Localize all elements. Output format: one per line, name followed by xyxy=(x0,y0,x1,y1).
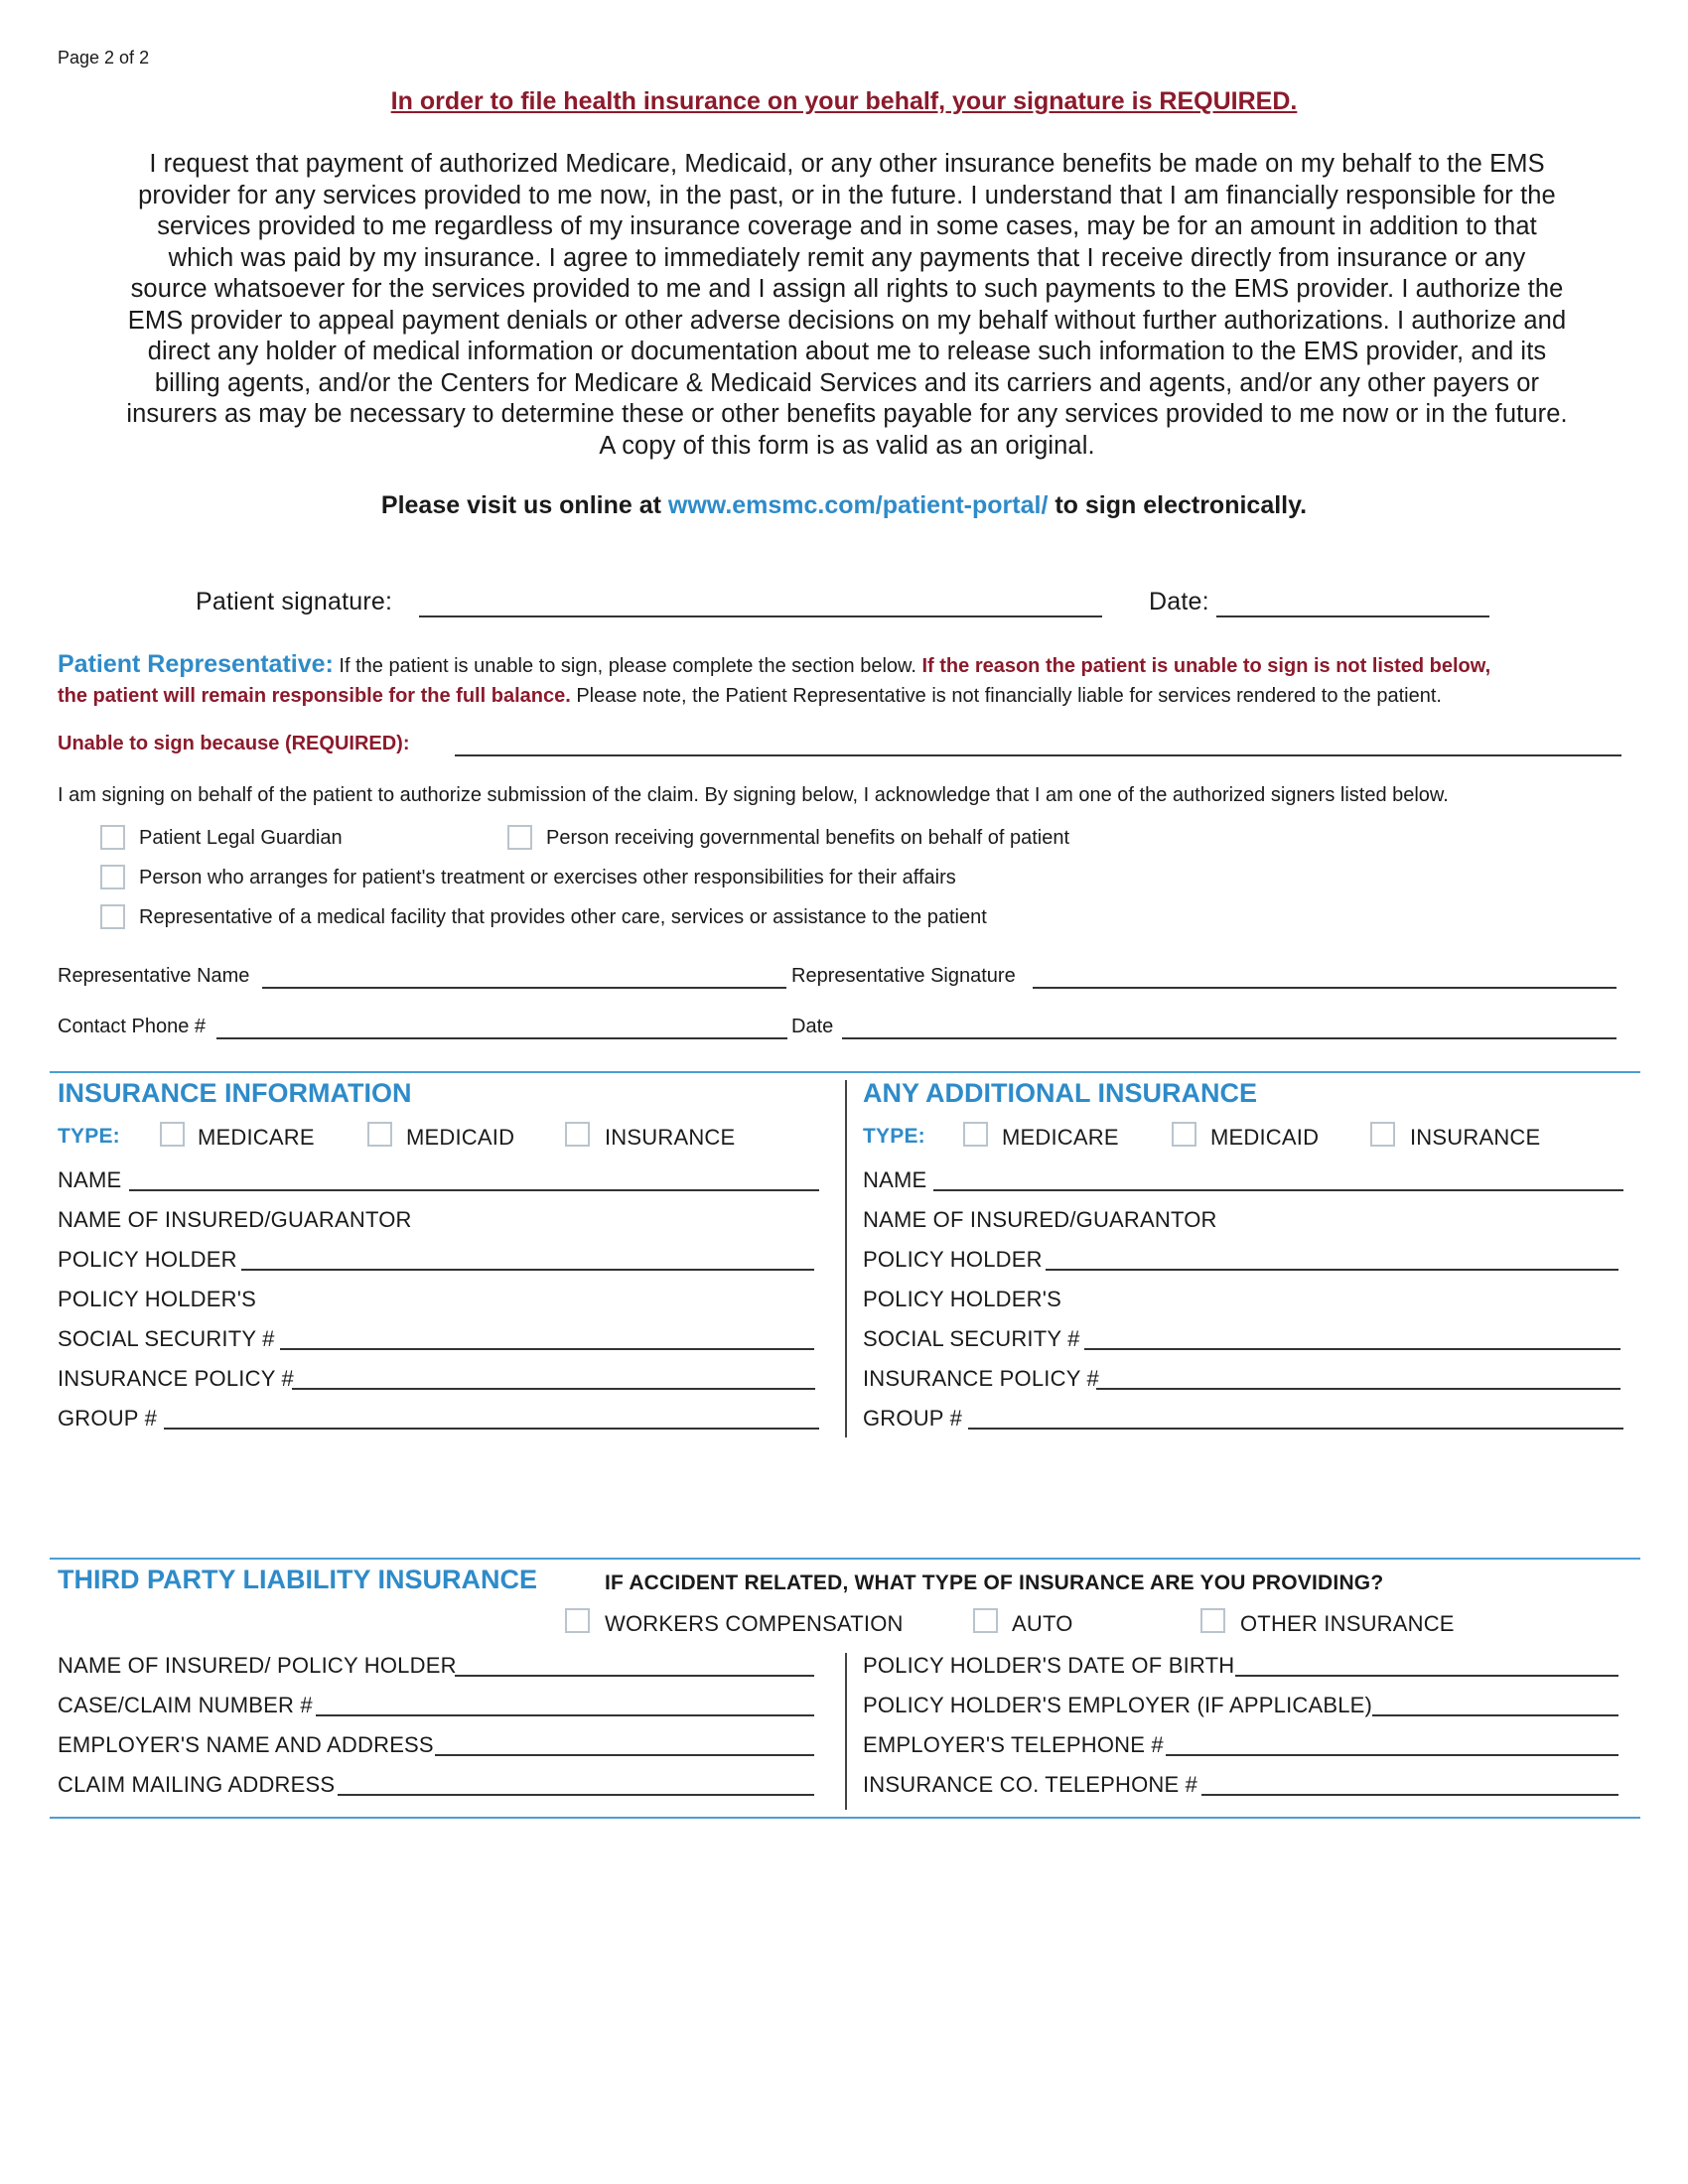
additional-group-label: GROUP # xyxy=(863,1406,963,1431)
additional-insurance-label: INSURANCE xyxy=(1410,1125,1541,1150)
third-party-divider xyxy=(845,1653,847,1810)
tp-claim-address-label: CLAIM MAILING ADDRESS xyxy=(58,1772,336,1797)
representative-name-field[interactable] xyxy=(262,987,786,989)
tp-employer-field[interactable] xyxy=(1372,1714,1618,1716)
paragraph-line: which was paid by my insurance. I agree to immediately remit any payments that I receive directly from insurance or any xyxy=(168,243,1526,272)
contact-phone-label: Contact Phone # xyxy=(58,1016,206,1037)
arranges-treatment-label: Person who arranges for patient's treatment or exercises other responsibilities for their affairs xyxy=(139,867,956,888)
paragraph-line: provider for any services provided to me now, in the past, or in the future. I understand that I am financially responsible for the xyxy=(138,181,1556,209)
insurance-name-field[interactable] xyxy=(129,1189,819,1191)
arranges-treatment-checkbox[interactable] xyxy=(100,865,125,889)
representative-note: Please note, the Patient Representative is not financially liable for services rendered to the patient. xyxy=(570,685,1442,707)
legal-guardian-label: Patient Legal Guardian xyxy=(139,827,343,849)
insurance-policy-holder-field[interactable] xyxy=(241,1269,814,1271)
tp-insurance-phone-label: INSURANCE CO. TELEPHONE # xyxy=(863,1772,1198,1797)
insurance-insurance-label: INSURANCE xyxy=(605,1125,736,1150)
third-party-bottom-rule xyxy=(50,1817,1640,1819)
additional-name-label: NAME xyxy=(863,1167,927,1192)
tp-insured-label: NAME OF INSURED/ POLICY HOLDER xyxy=(58,1653,457,1678)
paragraph-line: services provided to me regardless of my insurance coverage and in some cases, may be for an amount in addition to that xyxy=(157,212,1537,240)
additional-policy-number-field[interactable] xyxy=(1096,1388,1620,1390)
additional-policy-holders-label: POLICY HOLDER'S xyxy=(863,1287,1061,1311)
insurance-top-rule xyxy=(50,1071,1640,1073)
insurance-policy-number-label: INSURANCE POLICY # xyxy=(58,1366,294,1391)
third-party-question: IF ACCIDENT RELATED, WHAT TYPE OF INSURANCE ARE YOU PROVIDING? xyxy=(605,1571,1384,1594)
workers-comp-label: WORKERS COMPENSATION xyxy=(605,1611,904,1636)
additional-name-field[interactable] xyxy=(933,1189,1623,1191)
insurance-ssn-field[interactable] xyxy=(280,1348,814,1350)
insurance-medicare-checkbox[interactable] xyxy=(160,1122,185,1147)
insurance-insurance-checkbox[interactable] xyxy=(565,1122,590,1147)
insurance-type-label: TYPE: xyxy=(58,1125,120,1148)
online-line xyxy=(0,491,1688,520)
paragraph-line: I request that payment of authorized Medicare, Medicaid, or any other insurance benefits be made on my behalf to the EMS xyxy=(149,150,1545,178)
representative-date-field[interactable] xyxy=(842,1037,1617,1039)
additional-group-field[interactable] xyxy=(968,1428,1623,1430)
insurance-policy-holders-label: POLICY HOLDER'S xyxy=(58,1287,256,1311)
unable-to-sign-field[interactable] xyxy=(455,754,1621,756)
other-insurance-label: OTHER INSURANCE xyxy=(1240,1611,1455,1636)
auto-checkbox[interactable] xyxy=(973,1608,998,1633)
additional-type-label: TYPE: xyxy=(863,1125,925,1148)
insurance-group-field[interactable] xyxy=(164,1428,819,1430)
patient-portal-link[interactable]: www.emsmc.com/patient-portal/ xyxy=(667,491,1049,519)
insurance-divider xyxy=(845,1080,847,1437)
additional-medicaid-checkbox[interactable] xyxy=(1172,1122,1196,1147)
tp-claim-number-label: CASE/CLAIM NUMBER # xyxy=(58,1693,313,1717)
online-suffix: to sign electronically. xyxy=(1048,491,1308,519)
additional-ssn-label: SOCIAL SECURITY # xyxy=(863,1326,1080,1351)
tp-employer-label: POLICY HOLDER'S EMPLOYER (IF APPLICABLE) xyxy=(863,1693,1373,1717)
governmental-benefits-label: Person receiving governmental benefits on behalf of patient xyxy=(546,827,1070,849)
other-insurance-checkbox[interactable] xyxy=(1200,1608,1225,1633)
representative-instructions: If the patient is unable to sign, please complete the section below. xyxy=(333,655,922,677)
representative-signature-field[interactable] xyxy=(1033,987,1617,989)
medical-facility-rep-label: Representative of a medical facility that provides other care, services or assistance to the patient xyxy=(139,906,987,928)
paragraph-line: EMS provider to appeal payment denials or other adverse decisions on my behalf without further authorizations. I authorize and xyxy=(127,306,1567,335)
tp-insured-field[interactable] xyxy=(455,1675,814,1677)
legal-guardian-checkbox[interactable] xyxy=(100,825,125,850)
patient-signature-field[interactable] xyxy=(419,615,1102,617)
tp-employer-phone-field[interactable] xyxy=(1166,1754,1618,1756)
tp-dob-label: POLICY HOLDER'S DATE OF BIRTH xyxy=(863,1653,1235,1678)
insurance-medicaid-label: MEDICAID xyxy=(406,1125,515,1150)
representative-warning-line xyxy=(58,682,1646,710)
insurance-medicaid-checkbox[interactable] xyxy=(367,1122,392,1147)
workers-comp-checkbox[interactable] xyxy=(565,1608,590,1633)
additional-policy-number-label: INSURANCE POLICY # xyxy=(863,1366,1099,1391)
paragraph-line: source whatsoever for the services provided to me and I assign all rights to such payments to the EMS provider. I authorize the xyxy=(130,275,1564,303)
insurance-policy-number-field[interactable] xyxy=(292,1388,815,1390)
additional-insurance-checkbox[interactable] xyxy=(1370,1122,1395,1147)
page-label: Page 2 of 2 xyxy=(58,48,150,68)
additional-insured-label: NAME OF INSURED/GUARANTOR xyxy=(863,1207,1217,1232)
patient-signature-label: Patient signature: xyxy=(196,588,393,615)
additional-policy-holder-field[interactable] xyxy=(1046,1269,1618,1271)
insurance-ssn-label: SOCIAL SECURITY # xyxy=(58,1326,275,1351)
insurance-title: INSURANCE INFORMATION xyxy=(58,1078,412,1108)
tp-employer-name-field[interactable] xyxy=(435,1754,814,1756)
representative-name-label: Representative Name xyxy=(58,965,250,987)
online-prefix: Please visit us online at xyxy=(380,491,668,519)
insurance-medicare-label: MEDICARE xyxy=(198,1125,315,1150)
paragraph-line: direct any holder of medical information or documentation about me to release such information to the EMS provider, and its xyxy=(147,338,1547,365)
additional-policy-holder-label: POLICY HOLDER xyxy=(863,1247,1043,1272)
representative-intro xyxy=(58,650,1646,680)
tp-dob-field[interactable] xyxy=(1235,1675,1618,1677)
signature-date-field[interactable] xyxy=(1216,615,1489,617)
insurance-name-label: NAME xyxy=(58,1167,122,1192)
tp-claim-address-field[interactable] xyxy=(338,1794,814,1796)
acknowledgement-text: I am signing on behalf of the patient to authorize submission of the claim. By signing below, I acknowledge that I am one of the authorized signers listed below. xyxy=(58,784,1449,806)
additional-medicaid-label: MEDICAID xyxy=(1210,1125,1320,1150)
paragraph-line: A copy of this form is as valid as an original. xyxy=(599,431,1095,460)
additional-medicare-checkbox[interactable] xyxy=(963,1122,988,1147)
paragraph-line: billing agents, and/or the Centers for Medicare & Medicaid Services and its carriers and agents, and/or any other payers or xyxy=(154,368,1540,397)
representative-date-label: Date xyxy=(791,1016,834,1037)
auto-label: AUTO xyxy=(1012,1611,1073,1636)
required-heading: In order to file health insurance on your behalf, your signature is REQUIRED. xyxy=(390,87,1298,115)
representative-warning-1: If the reason the patient is unable to sign is not listed below, xyxy=(921,655,1491,677)
representative-title: Patient Representative: xyxy=(58,650,334,678)
tp-claim-number-field[interactable] xyxy=(316,1714,814,1716)
governmental-benefits-checkbox[interactable] xyxy=(507,825,532,850)
insurance-group-label: GROUP # xyxy=(58,1406,158,1431)
contact-phone-field[interactable] xyxy=(216,1037,787,1039)
tp-employer-name-label: EMPLOYER'S NAME AND ADDRESS xyxy=(58,1732,434,1757)
unable-to-sign-label: Unable to sign because (REQUIRED): xyxy=(58,733,410,754)
insurance-insured-label: NAME OF INSURED/GUARANTOR xyxy=(58,1207,412,1232)
third-party-top-rule xyxy=(50,1558,1640,1560)
additional-insurance-title: ANY ADDITIONAL INSURANCE xyxy=(863,1078,1258,1108)
medical-facility-rep-checkbox[interactable] xyxy=(100,904,125,929)
additional-ssn-field[interactable] xyxy=(1084,1348,1620,1350)
additional-medicare-label: MEDICARE xyxy=(1002,1125,1119,1150)
date-label: Date: xyxy=(1149,588,1209,615)
tp-insurance-phone-field[interactable] xyxy=(1201,1794,1618,1796)
tp-employer-phone-label: EMPLOYER'S TELEPHONE # xyxy=(863,1732,1164,1757)
insurance-policy-holder-label: POLICY HOLDER xyxy=(58,1247,237,1272)
representative-warning-2: the patient will remain responsible for the full balance. xyxy=(58,685,571,707)
paragraph-line: insurers as may be necessary to determine these or other benefits payable for any services provided to me now or in the future. xyxy=(126,400,1568,428)
representative-signature-label: Representative Signature xyxy=(791,965,1016,987)
third-party-title: THIRD PARTY LIABILITY INSURANCE xyxy=(58,1565,538,1594)
authorization-paragraph xyxy=(58,149,1636,462)
